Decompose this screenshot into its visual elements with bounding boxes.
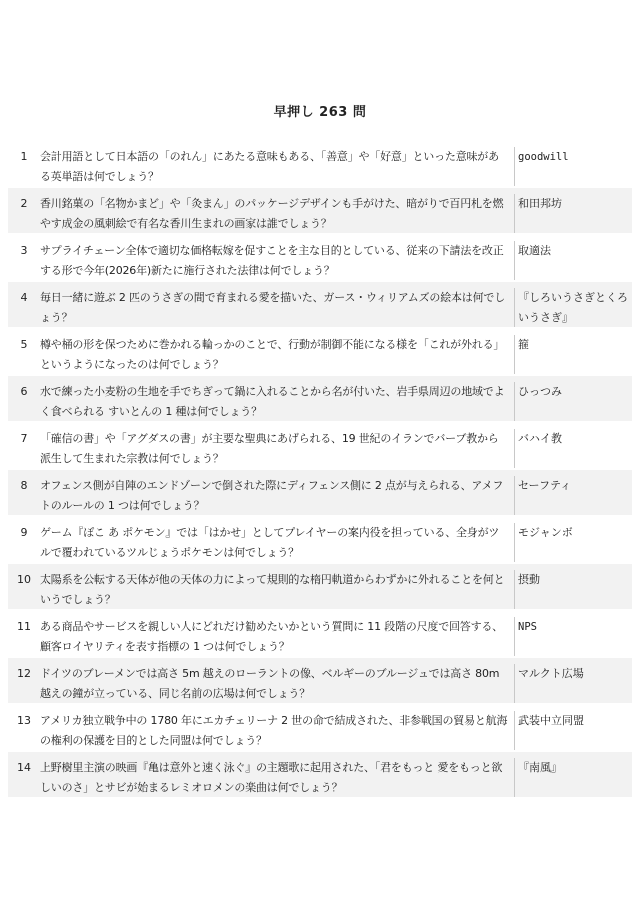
question-number: 8	[20, 479, 28, 492]
question-answer: モジャンボ	[514, 523, 632, 562]
question-number: 3	[20, 244, 28, 257]
question-text: 樽や桶の形を保つために巻かれる輪っかのことで、行動が制御不能になる様を「これが外れる」というようになったのは何でしょう？	[40, 338, 505, 371]
question-text: ドイツのブレーメンでは高さ 5m 越えのローラントの像、ベルギーのブルージュでは高さ 80m 越えの鐘が立っている、同じ名前の広場は何でしょう？	[40, 667, 500, 700]
question-text: ゲーム『ぽこ あ ポケモン』では「はかせ」としてプレイヤーの案内役を担っている、全身がツルで覆われているツルじょうポケモンは何でしょう？	[40, 526, 500, 559]
question-row	[8, 705, 632, 750]
question-number: 6	[20, 385, 28, 398]
question-row	[8, 517, 632, 562]
page-title: 早押し 263 問	[273, 105, 367, 120]
question-row	[8, 611, 632, 656]
question-row	[8, 282, 632, 327]
question-text: 会計用語として日本語の「のれん」にあたる意味もある、「善意」や「好意」といった意味がある英単語は何でしょう？	[40, 150, 499, 183]
question-table	[8, 141, 632, 799]
question-answer: 和田邦坊	[514, 194, 632, 233]
question-number: 12	[17, 667, 31, 680]
question-text: 毎日一緒に遊ぶ 2 匹のうさぎの間で育まれる愛を描いた、ガース・ウィリアムズの絵本は何でしょう？	[40, 291, 506, 324]
question-number: 5	[20, 338, 28, 351]
question-number: 9	[20, 526, 28, 539]
question-text: 太陽系を公転する天体が他の天体の力によって規則的な楕円軌道からわずかに外れることを何というでしょう？	[40, 573, 505, 606]
question-text: ある商品やサービスを親しい人にどれだけ勧めたいかという質問に 11 段階の尺度で回答する、顧客ロイヤリティを表す指標の 1 つは何でしょう？	[40, 620, 503, 653]
question-number: 13	[17, 714, 31, 727]
question-row	[8, 376, 632, 421]
question-answer: ひっつみ	[514, 382, 632, 421]
question-answer: 取適法	[514, 241, 632, 280]
question-answer: NPS	[514, 617, 632, 656]
question-row	[8, 564, 632, 609]
question-row	[8, 470, 632, 515]
question-number: 11	[17, 620, 31, 633]
question-answer: マルクト広場	[514, 664, 632, 703]
question-text: 上野樹里主演の映画『亀は意外と速く泳ぐ』の主題歌に起用された、「君をもっと 愛をもっと欲しいのさ」とサビが始まるレミオロメンの楽曲は何でしょう？	[40, 761, 503, 794]
question-text: サプライチェーン全体で適切な価格転嫁を促すことを主な目的としている、従来の下請法を改正する形で今年(2026年)新たに施行された法律は何でしょう？	[40, 244, 504, 277]
question-row	[8, 752, 632, 797]
question-text: 「確信の書」や「アグダスの書」が主要な聖典にあげられる、19 世紀のイランでバーブ教から派生して生まれた宗教は何でしょう？	[40, 432, 499, 465]
question-answer: バハイ教	[514, 429, 632, 468]
question-answer: 『しろいうさぎとくろいうさぎ』	[514, 288, 632, 327]
question-answer: 摂動	[514, 570, 632, 609]
question-answer: goodwill	[514, 147, 632, 186]
question-answer: 武装中立同盟	[514, 711, 632, 750]
question-row	[8, 329, 632, 374]
question-row	[8, 423, 632, 468]
question-row	[8, 188, 632, 233]
question-text: アメリカ独立戦争中の 1780 年にエカチェリーナ 2 世の命で結成された、非参戦国の貿易と航海の権利の保護を目的とした同盟は何でしょう？	[40, 714, 508, 747]
question-row	[8, 658, 632, 703]
question-number: 4	[20, 291, 28, 304]
question-answer: 『南風』	[514, 758, 632, 797]
question-number: 2	[20, 197, 28, 210]
question-number: 10	[17, 573, 31, 586]
question-text: 香川銘菓の「名物かまど」や「灸まん」のパッケージデザインも手がけた、暗がりで百円札を燃やす成金の風刺絵で有名な香川生まれの画家は誰でしょう？	[40, 197, 504, 230]
question-number: 7	[20, 432, 28, 445]
question-text: オフェンス側が自陣のエンドゾーンで倒された際にディフェンス側に 2 点が与えられる、アメフトのルールの 1 つは何でしょう？	[40, 479, 504, 512]
question-row	[8, 235, 632, 280]
question-number: 1	[20, 150, 28, 163]
question-answer: セーフティ	[514, 476, 632, 515]
question-number: 14	[17, 761, 31, 774]
question-text: 水で練った小麦粉の生地を手でちぎって鍋に入れることから名が付いた、岩手県周辺の地域でよく食べられる すいとんの 1 種は何でしょう？	[40, 385, 505, 418]
question-answer: 箍	[514, 335, 632, 374]
question-row	[8, 141, 632, 186]
